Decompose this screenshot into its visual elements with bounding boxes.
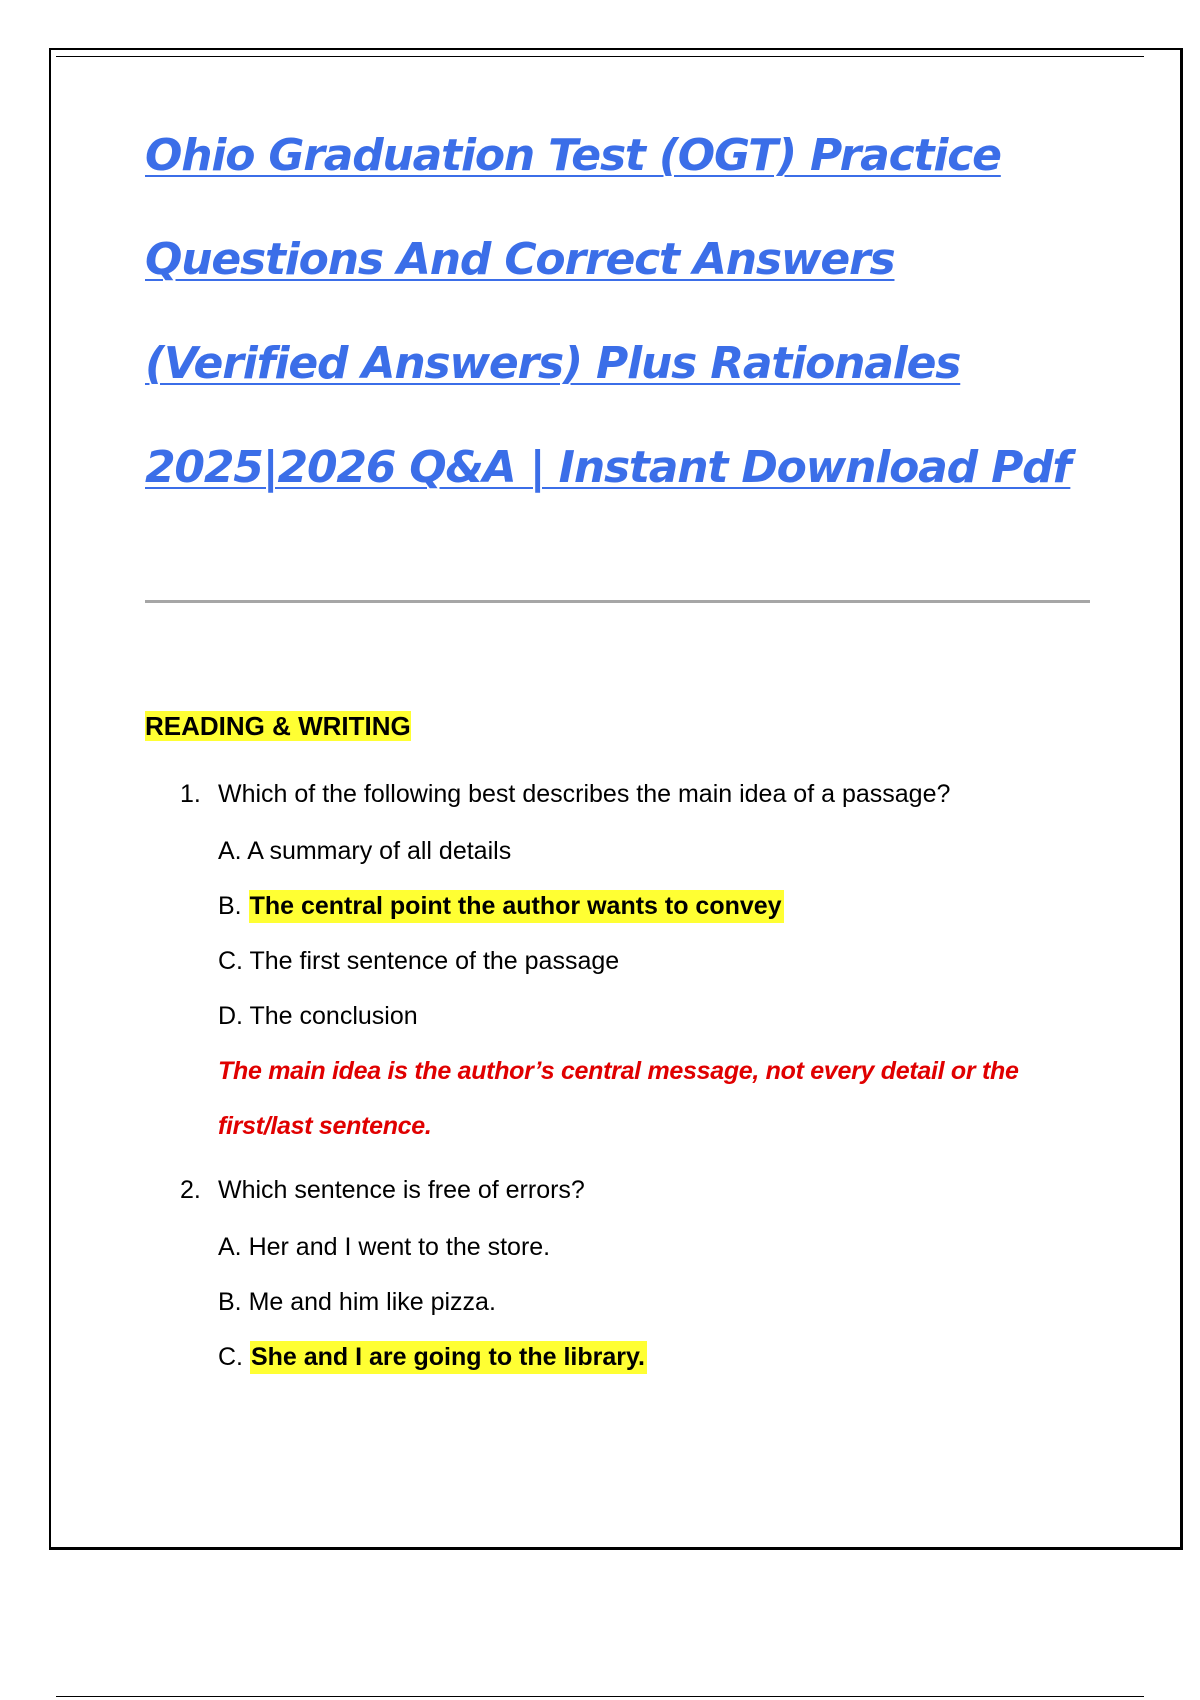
answer-rationale: The main idea is the author’s central message, not every detail or the first/last sentence.: [218, 1057, 1019, 1140]
option-text: Me and him like pizza.: [248, 1288, 496, 1316]
question-1: [180, 770, 1100, 1154]
option-text: The conclusion: [249, 1002, 418, 1030]
correct-answer-text: The central point the author wants to convey: [249, 890, 784, 923]
option-text: Her and I went to the store.: [248, 1233, 551, 1261]
option-text: A summary of all details: [247, 837, 512, 865]
option-letter: A.: [218, 837, 242, 865]
answer-option-d: [218, 989, 1100, 1044]
title-line: [145, 104, 1105, 208]
option-letter: B.: [218, 1288, 242, 1316]
question-number: 1.: [180, 780, 201, 808]
answer-option-c: [218, 934, 1100, 989]
option-letter: C.: [218, 947, 243, 975]
option-text: The first sentence of the passage: [249, 947, 620, 975]
section-heading: [145, 708, 411, 744]
option-letter: B.: [218, 892, 242, 920]
title-line: [145, 312, 1105, 416]
answer-option-a: [218, 824, 1100, 879]
option-letter: C.: [218, 1343, 243, 1371]
question-list: [180, 770, 1100, 1385]
option-letter: D.: [218, 1002, 243, 1030]
option-letter: A.: [218, 1233, 242, 1261]
bottom-rule: [56, 1696, 1144, 1697]
answer-option-a: [218, 1220, 1100, 1275]
title-line: [145, 416, 1105, 520]
answer-option-c: [218, 1330, 1100, 1385]
title-line: [145, 208, 1105, 312]
document-title: [145, 130, 1105, 520]
question-number: 2.: [180, 1176, 201, 1204]
question-2: [180, 1166, 1100, 1385]
correct-answer-text: She and I are going to the library.: [250, 1341, 647, 1374]
title-line-text: 2025|2026 Q&A | Instant Download Pdf: [145, 442, 1071, 493]
top-rule: [56, 56, 1144, 57]
answer-option-b: [218, 1275, 1100, 1330]
question-stem: [180, 1166, 1100, 1214]
section-heading-text: READING & WRITING: [145, 711, 411, 741]
title-line-text: (Verified Answers) Plus Rationales: [145, 338, 961, 389]
section-divider: [145, 600, 1090, 603]
title-line-text: Ohio Graduation Test (OGT) Practice: [145, 130, 1001, 181]
answer-options: [180, 824, 1100, 1044]
answer-option-b: [218, 879, 1100, 934]
answer-options: [180, 1220, 1100, 1385]
title-line-text: Questions And Correct Answers: [145, 234, 895, 285]
question-stem: [180, 770, 1100, 818]
question-text: Which sentence is free of errors?: [218, 1176, 585, 1204]
question-text: Which of the following best describes the main idea of a passage?: [218, 780, 951, 808]
